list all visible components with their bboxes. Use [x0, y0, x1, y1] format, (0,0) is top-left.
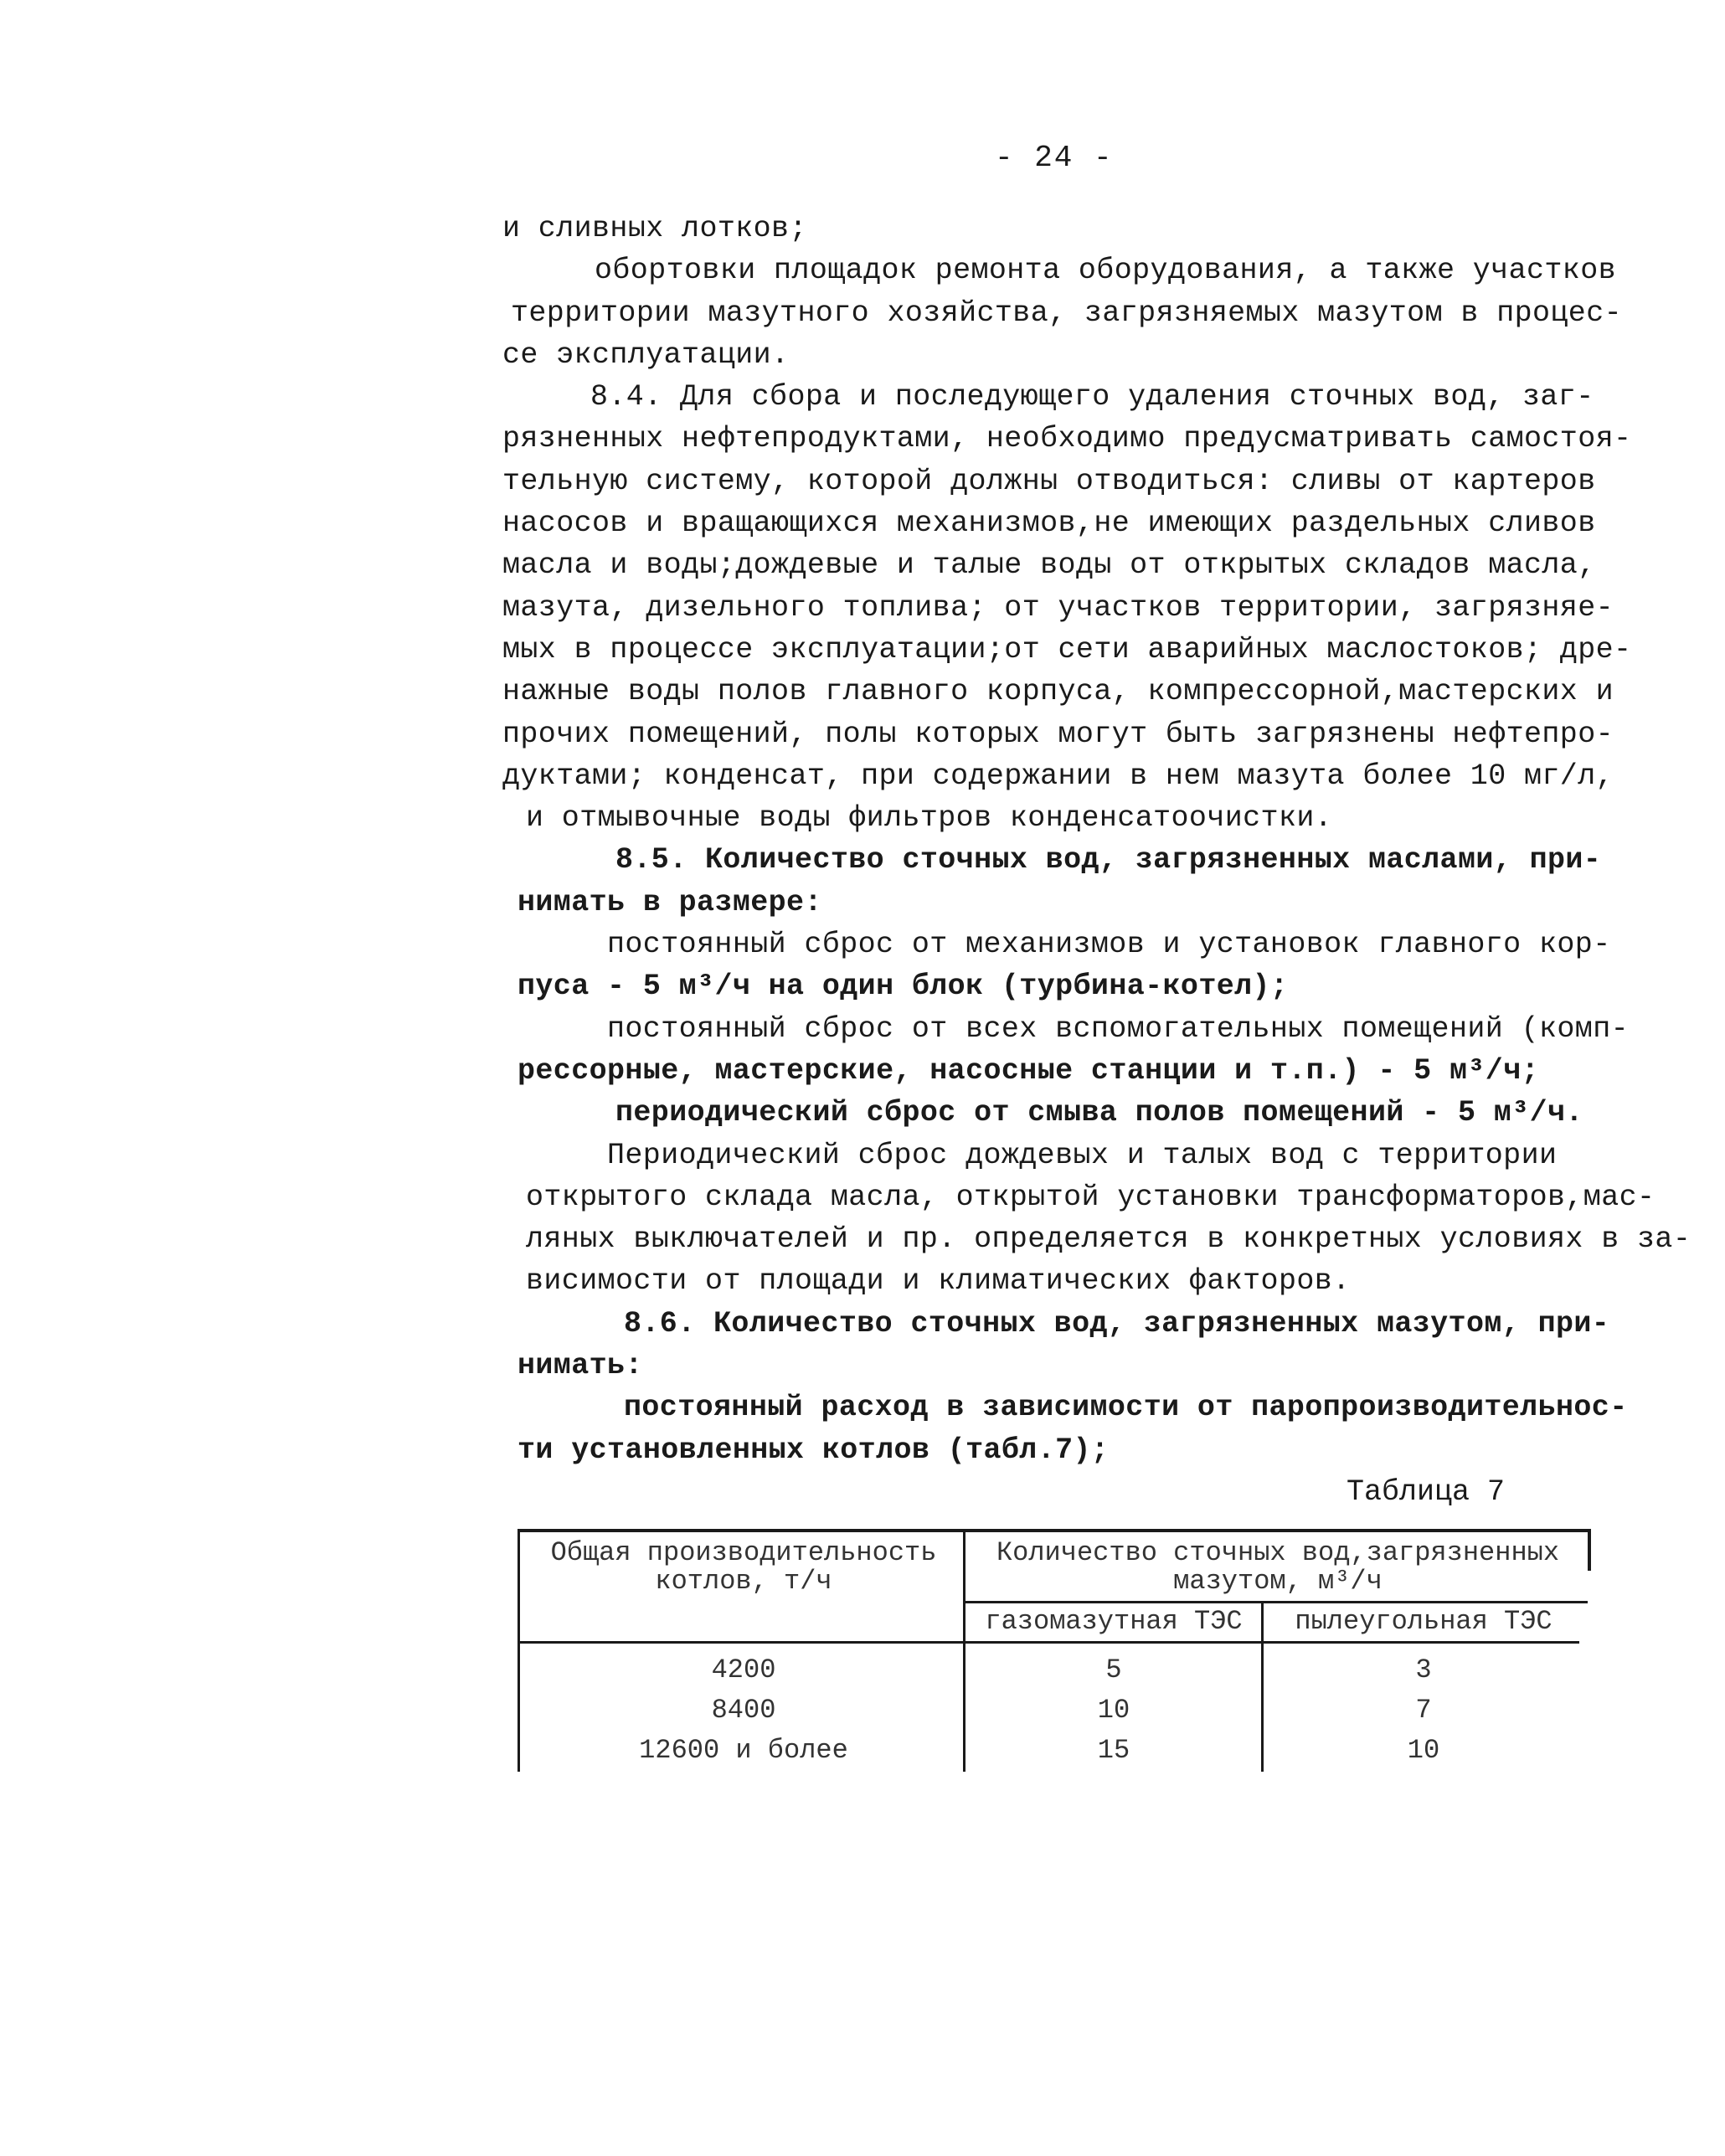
text-line: ти установленных котлов (табл.7);	[518, 1433, 1110, 1467]
text-line: рессорные, мастерские, насосные станции и т.п.) - 5 м³/ч;	[518, 1053, 1539, 1088]
text-line: нажные воды полов главного корпуса, компрессорной,мастерских и	[502, 675, 1614, 709]
text-line: висимости от площади и климатических факторов.	[526, 1264, 1351, 1299]
text-line: и отмывочные воды фильтров конденсатоочистки.	[526, 801, 1333, 836]
text-line: нимать в размере:	[518, 885, 822, 919]
table-cell: 5	[1105, 1654, 1122, 1685]
table-subheader-rule	[963, 1601, 1588, 1603]
page-number: - 24 -	[995, 141, 1114, 175]
table-cell: 8400	[711, 1695, 776, 1726]
text-line: обортовки площадок ремонта оборудования, а также участков	[595, 254, 1616, 288]
text-line: постоянный сброс от механизмов и установок главного кор-	[607, 928, 1611, 962]
text-line: рязненных нефтепродуктами, необходимо предусматривать самостоя-	[502, 422, 1632, 456]
table-header-col1: Общая производительность котлов, т/ч	[550, 1537, 937, 1597]
text-line: постоянный расход в зависимости от паропроизводительнос-	[624, 1391, 1628, 1425]
text-line: открытого склада масла, открытой установки трансформаторов,мас-	[526, 1180, 1655, 1214]
text-line: мазута, дизельного топлива; от участков территории, загрязняе-	[502, 590, 1614, 625]
table-cell: 12600 и более	[639, 1735, 848, 1766]
table-cell: 10	[1097, 1695, 1130, 1726]
text-line: насосов и вращающихся механизмов,не имеющих раздельных сливов	[502, 507, 1596, 541]
text-line: пуса - 5 м³/ч на один блок (турбина-котел);	[518, 970, 1289, 1004]
table-top-rule	[518, 1529, 1591, 1532]
text-line: ляных выключателей и пр. определяется в конкретных условиях в за-	[526, 1222, 1692, 1257]
table-header-bottom-rule	[518, 1641, 1579, 1644]
table-cell: 10	[1407, 1735, 1440, 1766]
text-line: 8.5. Количество сточных вод, загрязненных маслами, при-	[615, 843, 1602, 877]
text-line: нимать:	[518, 1349, 643, 1383]
table-subheader-gas: газомазутная ТЭС	[985, 1606, 1243, 1637]
text-line: периодический сброс от смыва полов помещений - 5 м³/ч.	[615, 1096, 1583, 1130]
table-cell: 4200	[711, 1654, 776, 1685]
table-col2-rule	[1261, 1603, 1264, 1772]
text-line: территории мазутного хозяйства, загрязняемых мазутом в процес-	[511, 296, 1623, 330]
table-subheader-coal: пылеугольная ТЭС	[1295, 1606, 1552, 1637]
text-line: 8.4. Для сбора и последующего удаления сточных вод, заг-	[590, 380, 1594, 414]
text-line: и сливных лотков;	[502, 212, 807, 245]
table-caption: Таблица 7	[1347, 1475, 1506, 1509]
table-right-rule	[1588, 1529, 1591, 1571]
table-col1-rule	[963, 1529, 965, 1772]
table-cell: 7	[1415, 1695, 1432, 1726]
table-header-group: Количество сточных вод,загрязненных мазутом, м³/ч	[996, 1537, 1560, 1597]
table-cell: 3	[1415, 1654, 1432, 1685]
table-cell: 15	[1097, 1735, 1130, 1766]
text-line: масла и воды;дождевые и талые воды от открытых складов масла,	[502, 548, 1596, 583]
table-left-rule	[518, 1529, 520, 1772]
text-line: постоянный сброс от всех вспомогательных помещений (комп-	[607, 1011, 1629, 1046]
body-text	[502, 208, 1692, 1471]
text-line: 8.6. Количество сточных вод, загрязненных мазутом, при-	[624, 1306, 1610, 1340]
text-line: дуктами; конденсат, при содержании в нем мазута более 10 мг/л,	[502, 759, 1614, 793]
text-line: се эксплуатации.	[502, 337, 790, 372]
text-line: Периодический сброс дождевых и талых вод с территории	[607, 1138, 1558, 1172]
text-line: тельную систему, которой должны отводиться: сливы от картеров	[502, 464, 1596, 498]
text-line: мых в процессе эксплуатации;от сети аварийных маслостоков; дре-	[502, 632, 1632, 666]
text-line: прочих помещений, полы которых могут быть загрязнены нефтепро-	[502, 717, 1614, 751]
table-7	[518, 1529, 1591, 1772]
